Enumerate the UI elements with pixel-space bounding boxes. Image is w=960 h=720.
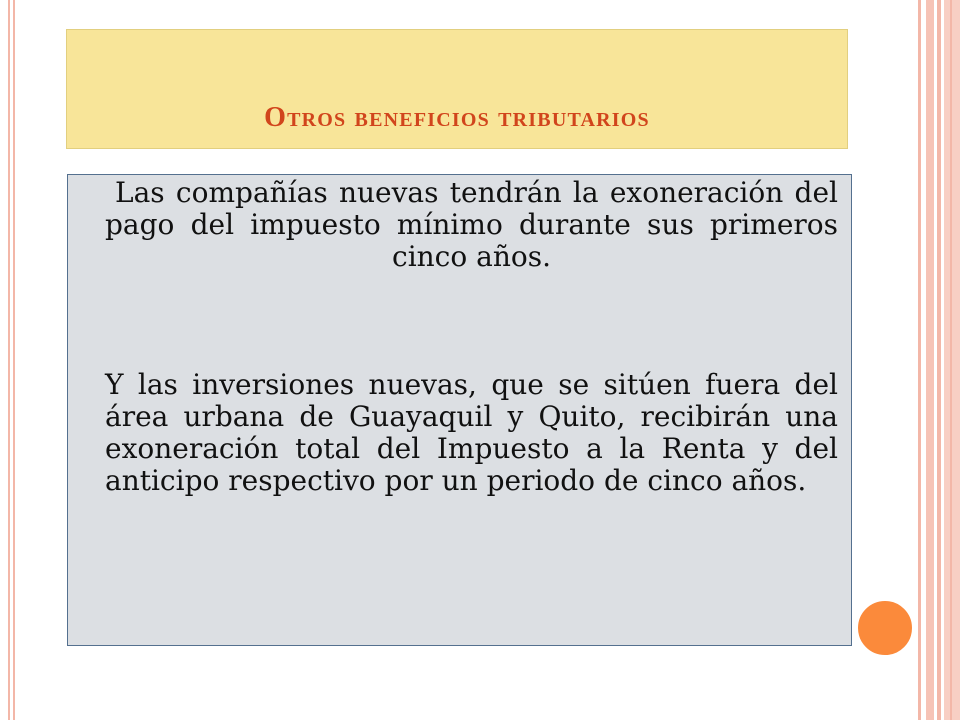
paragraph-new-investments: Y las inversiones nuevas, que se sitúen fuera del área urbana de Guayaquil y Quito, recibirán una exoneración total del Impuesto a la Renta y del anticipo respectivo por un periodo de cinco años.: [105, 368, 838, 497]
right-decorative-stripe: [950, 0, 952, 720]
left-decorative-line: [8, 0, 10, 720]
left-decorative-line: [13, 0, 15, 720]
right-decorative-stripe: [944, 0, 960, 720]
accent-circle-icon: [856, 599, 914, 657]
content-box: [67, 174, 852, 646]
right-decorative-stripe: [918, 0, 921, 720]
slide-title: Otros beneficios tributarios: [264, 102, 650, 133]
right-decorative-stripe: [926, 0, 934, 720]
title-box: [66, 29, 848, 149]
right-decorative-stripe: [937, 0, 941, 720]
paragraph-new-companies: Las compañías nuevas tendrán la exoneración del pago del impuesto mínimo durante sus primeros cinco años.: [105, 176, 838, 273]
